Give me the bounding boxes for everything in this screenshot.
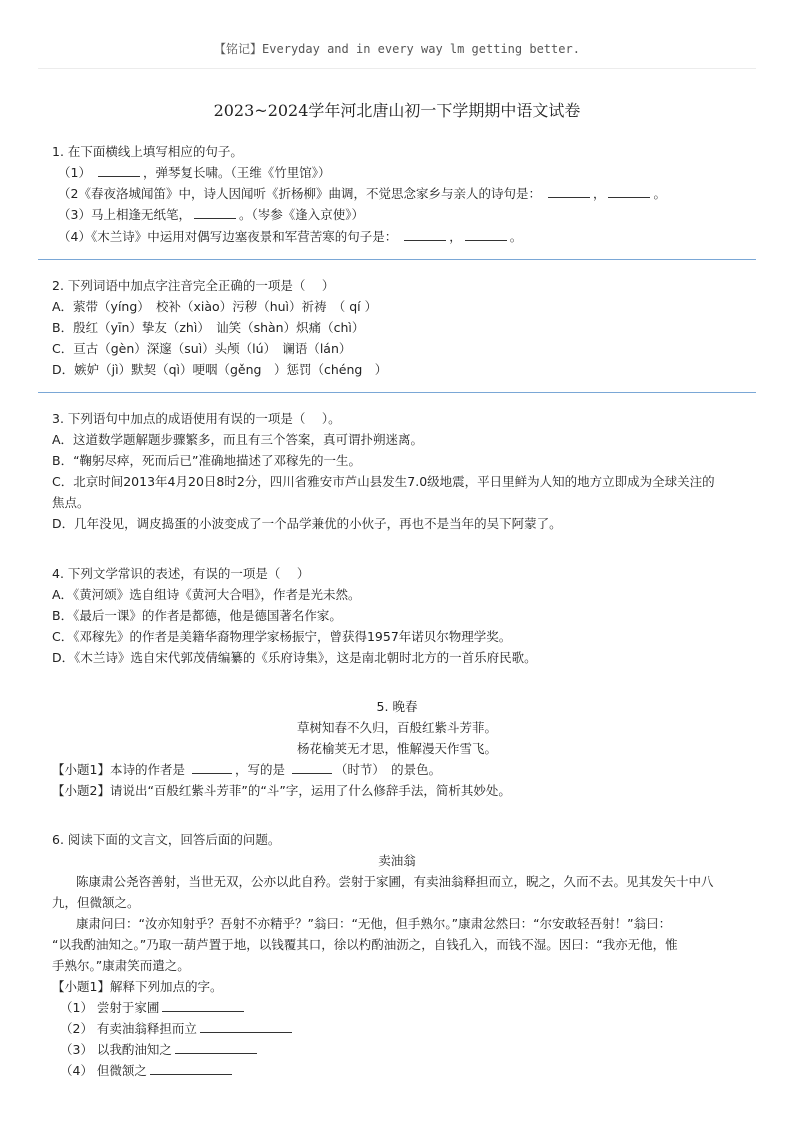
classical-text-title: 卖油翁 xyxy=(378,853,416,868)
q2-option-d: D．嫉妒（jì）默契（qì）哽咽（gěng ）惩罚（chéng ） xyxy=(52,362,388,377)
q3-option-d: D．几年没见，调皮捣蛋的小波变成了一个品学兼优的小伙子，再也不是当年的吴下阿蒙了。 xyxy=(52,516,562,531)
q6-item-2 xyxy=(60,1019,295,1039)
header-divider xyxy=(38,68,756,69)
classical-text-p1-line2: 九，但微颔之。 xyxy=(52,895,140,910)
answer-blank xyxy=(194,206,236,219)
q5-sub1-suffix: （时节） 的景色。 xyxy=(334,762,442,777)
answer-blank xyxy=(404,228,446,241)
q3-option-c-line2: 焦点。 xyxy=(52,495,90,510)
q1-item-4-sep: ， xyxy=(449,229,462,244)
q2-option-b: B．殷红（yīn）挚友（zhì） 讪笑（shàn）炽痛（chì） xyxy=(52,320,365,335)
classical-text-p1-line1: 陈康肃公尧咨善射，当世无双，公亦以此自矜。尝射于家圃，有卖油翁释担而立，睨之，久而不去。见其发矢十中八 xyxy=(76,874,714,889)
q2-stem: 2. 下列词语中加点字注音完全正确的一项是（ ） xyxy=(52,278,335,293)
section-divider xyxy=(38,259,756,260)
q5-subquestion-2: 【小题2】请说出“百般红紫斗芳菲”的“斗”字，运用了什么修辞手法，简析其妙处。 xyxy=(52,783,511,798)
q6-item-4-text: （4） 但微颔之 xyxy=(60,1063,147,1078)
q1-item-1 xyxy=(58,163,330,183)
answer-blank xyxy=(175,1041,257,1054)
q1-item-4 xyxy=(58,227,522,247)
q4-option-b: B．《最后一课》的作者是都德，他是德国著名作家。 xyxy=(52,608,342,623)
answer-blank xyxy=(200,1020,292,1033)
q4-stem: 4. 下列文学常识的表述，有误的一项是（ ） xyxy=(52,566,310,581)
q1-item-3 xyxy=(58,205,364,225)
q3-stem: 3. 下列语句中加点的成语使用有误的一项是（ ）。 xyxy=(52,411,341,426)
classical-text-p2-line2: “以我酌油知之。”乃取一葫芦置于地，以钱覆其口，徐以杓酌油沥之，自钱孔入，而钱不湿。因曰：“我亦无他，惟 xyxy=(52,937,678,952)
q2-option-c: C．亘古（gèn）深邃（suì）头颅（lú） 谰语（lán） xyxy=(52,341,352,356)
q6-item-1 xyxy=(60,998,247,1018)
poem-line-1: 草树知春不久归，百般红紫斗芳菲。 xyxy=(296,720,497,735)
answer-blank xyxy=(192,761,232,774)
answer-blank xyxy=(292,761,332,774)
q1-item-3-prefix: （3）马上相逢无纸笔， xyxy=(58,207,191,222)
q1-item-2-sep: ， xyxy=(592,186,606,201)
q1-item-2-end: 。 xyxy=(653,186,666,201)
q4-option-d: D．《木兰诗》选自宋代郭茂倩编纂的《乐府诗集》，这是南北朝时北方的一首乐府民歌。 xyxy=(52,650,537,665)
q6-item-3-text: （3） 以我酌油知之 xyxy=(60,1042,172,1057)
q6-item-1-text: （1） 尝射于家圃 xyxy=(60,1000,160,1015)
q1-stem: 1. 在下面横线上填写相应的句子。 xyxy=(52,144,243,159)
q6-item-2-text: （2） 有卖油翁释担而立 xyxy=(60,1021,197,1036)
q1-item-1-prefix: （1） xyxy=(58,165,95,180)
q1-item-1-suffix: ，弹琴复长啸。（王维《竹里馆》） xyxy=(142,165,331,180)
answer-blank xyxy=(548,185,590,198)
q3-option-c-line1: C．北京时间2013年4月20日8时2分，四川省雅安市芦山县发生7.0级地震，平日里鲜为人知的地方立即成为全球关注的 xyxy=(52,474,715,489)
q5-sub1-middle: ，写的是 xyxy=(234,762,289,777)
poem-line-2: 杨花榆荚无才思，惟解漫天作雪飞。 xyxy=(296,741,497,756)
answer-blank xyxy=(98,164,140,177)
q6-stem: 6. 阅读下面的文言文，回答后面的问题。 xyxy=(52,832,281,847)
q1-item-2-prefix: （2《春夜洛城闻笛》中，诗人因闻听《折杨柳》曲调，不觉思念家乡与亲人的诗句是： xyxy=(58,186,545,201)
header-motto: 【铭记】Everyday and in every way lm getting better. xyxy=(214,42,580,56)
classical-text-p2-line1: 康肃问曰：“汝亦知射乎？吾射不亦精乎？”翁曰：“无他，但手熟尔。”康肃忿然曰：“尔安敢轻吾射！”翁曰： xyxy=(76,916,672,931)
q3-option-b: B．“鞠躬尽瘁，死而后已”准确地描述了邓稼先的一生。 xyxy=(52,453,362,468)
answer-blank xyxy=(465,228,507,241)
q1-item-4-prefix: （4）《木兰诗》中运用对偶写边塞夜景和军营苦寒的句子是： xyxy=(58,229,402,244)
q1-item-2 xyxy=(58,184,666,204)
section-divider xyxy=(38,392,756,393)
q5-subquestion-1 xyxy=(52,760,441,780)
q1-item-3-suffix: 。（岑参《逢入京使》） xyxy=(238,207,364,222)
q5-sub1-prefix: 【小题1】本诗的作者是 xyxy=(52,762,189,777)
q6-item-3 xyxy=(60,1040,260,1060)
answer-blank xyxy=(162,999,244,1012)
q6-item-4 xyxy=(60,1061,235,1081)
q6-subquestion-1: 【小题1】解释下列加点的字。 xyxy=(52,979,223,994)
answer-blank xyxy=(608,185,650,198)
answer-blank xyxy=(150,1062,232,1075)
q2-option-a: A．萦带（yíng） 校补（xiào）污秽（huì）祈祷 （ qí ） xyxy=(52,299,378,314)
q1-item-4-end: 。 xyxy=(509,229,523,244)
exam-title: 2023~2024学年河北唐山初一下学期期中语文试卷 xyxy=(213,101,581,120)
poem-title: 5. 晚春 xyxy=(376,699,418,714)
q4-option-c: C．《邓稼先》的作者是美籍华裔物理学家杨振宁，曾获得1957年诺贝尔物理学奖。 xyxy=(52,629,512,644)
q3-option-a: A．这道数学题解题步骤繁多，而且有三个答案，真可谓扑朔迷离。 xyxy=(52,432,424,447)
classical-text-p2-line3: 手熟尔。”康肃笑而遣之。 xyxy=(52,958,190,973)
q4-option-a: A．《黄河颂》选自组诗《黄河大合唱》，作者是光未然。 xyxy=(52,587,361,602)
